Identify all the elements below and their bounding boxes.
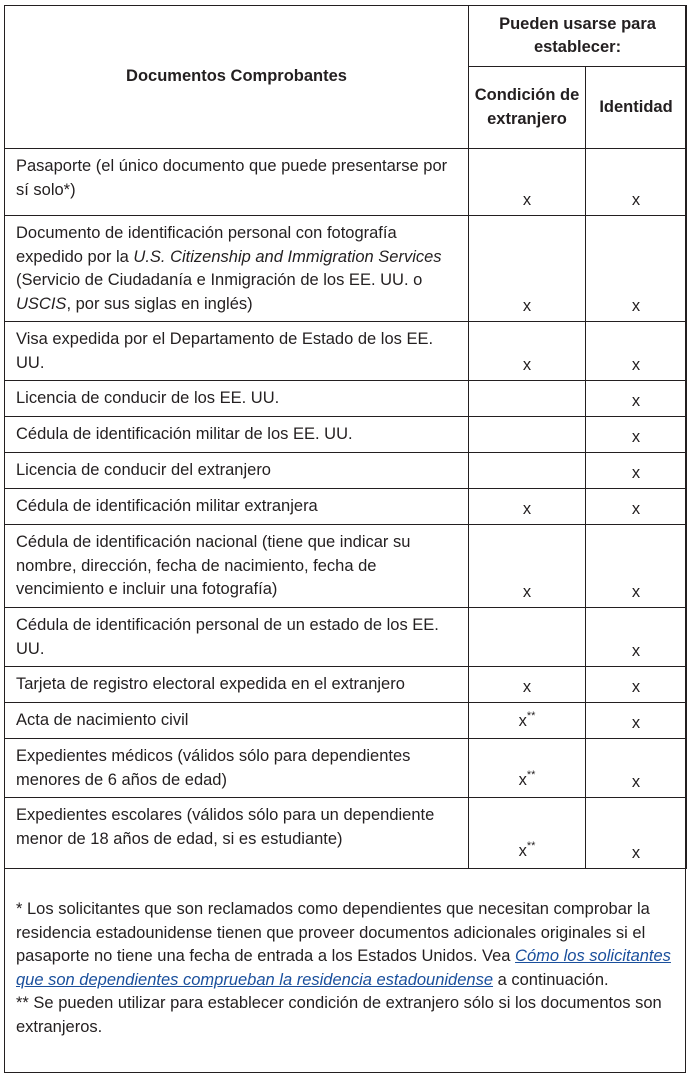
double-star-marker: **: [526, 709, 536, 722]
status-mark-cell: x: [469, 525, 586, 608]
status-mark-cell: [469, 381, 586, 417]
document-name-cell: Cédula de identificación personal de un estado de los EE. UU.: [5, 608, 469, 667]
table-row: [5, 381, 687, 417]
identity-mark-cell: x: [586, 149, 687, 216]
status-mark-cell: x: [469, 322, 586, 381]
table-row: [5, 453, 687, 489]
table-row: [5, 703, 687, 739]
footnote-double-star: ** Se pueden utilizar para establecer condición de extranjero sólo si los documentos son extranjeros.: [16, 994, 662, 1036]
table-row: [5, 489, 687, 525]
status-mark-cell: x: [469, 216, 586, 322]
document-name-cell: Expedientes escolares (válidos sólo para un dependiente menor de 18 años de edad, si es estudiante): [5, 798, 469, 869]
identity-mark-cell: x: [586, 667, 687, 703]
document-name-cell: Acta de nacimiento civil: [5, 703, 469, 739]
document-name-cell: Cédula de identificación militar de los EE. UU.: [5, 417, 469, 453]
identity-mark-cell: x: [586, 525, 687, 608]
status-mark-cell: [469, 417, 586, 453]
table-row: [5, 417, 687, 453]
usage-group-header: Pueden usarse para establecer:: [469, 6, 687, 67]
identity-mark-cell: x: [586, 798, 687, 869]
footnotes: [4, 885, 686, 1039]
identity-mark-cell: x: [586, 322, 687, 381]
status-mark-cell: x**: [469, 703, 586, 739]
status-mark-cell: x**: [469, 798, 586, 869]
table-row: [5, 525, 687, 608]
identity-mark-cell: x: [586, 703, 687, 739]
identity-mark-cell: x: [586, 381, 687, 417]
documents-column-header: Documentos Comprobantes: [5, 6, 469, 149]
table-row: [5, 322, 687, 381]
document-name-cell: Tarjeta de registro electoral expedida en el extranjero: [5, 667, 469, 703]
documents-table-body: [5, 149, 687, 869]
status-mark-cell: [469, 453, 586, 489]
document-name-cell: Visa expedida por el Departamento de Estado de los EE. UU.: [5, 322, 469, 381]
dependents-residency-link[interactable]: Cómo los solicitantes que son dependientes comprueban la residencia estadounidense: [16, 947, 671, 989]
status-mark-cell: [469, 608, 586, 667]
status-mark-cell: x: [469, 667, 586, 703]
table-row: [5, 739, 687, 798]
identity-mark-cell: x: [586, 608, 687, 667]
status-column-header: Condición de extranjero: [469, 67, 586, 149]
status-mark-cell: x: [469, 149, 586, 216]
identity-mark-cell: x: [586, 453, 687, 489]
table-row: [5, 798, 687, 869]
document-name-cell: Expedientes médicos (válidos sólo para dependientes menores de 6 años de edad): [5, 739, 469, 798]
identity-mark-cell: x: [586, 739, 687, 798]
footnote-single-star: * Los solicitantes que son reclamados como dependientes que necesitan comprobar la residencia estadounidense tienen que proveer documentos adicionales originales si el pasaporte no tiene una fecha de entrada a los Estados Unidos. Vea Cómo los solicitantes que son dependientes comprueban la residencia estadounidense a continuación.: [16, 900, 671, 989]
document-name-cell: Pasaporte (el único documento que puede presentarse por sí solo*): [5, 149, 469, 216]
table-row: [5, 608, 687, 667]
document-name-cell: Licencia de conducir del extranjero: [5, 453, 469, 489]
identity-column-header: Identidad: [586, 67, 687, 149]
identity-mark-cell: x: [586, 216, 687, 322]
document-name-cell: Cédula de identificación militar extranjera: [5, 489, 469, 525]
identity-mark-cell: x: [586, 489, 687, 525]
documents-table: [4, 5, 687, 869]
table-row: [5, 667, 687, 703]
document-name-cell: Licencia de conducir de los EE. UU.: [5, 381, 469, 417]
identity-mark-cell: x: [586, 417, 687, 453]
table-row: [5, 149, 687, 216]
document-name-cell: Cédula de identificación nacional (tiene que indicar su nombre, dirección, fecha de nacimiento, fecha de vencimiento e incluir una fotografía): [5, 525, 469, 608]
status-mark-cell: x**: [469, 739, 586, 798]
status-mark-cell: x: [469, 489, 586, 525]
double-star-marker: **: [526, 768, 536, 781]
double-star-marker: **: [526, 839, 536, 852]
document-name-cell: Documento de identificación personal con fotografía expedido por la U.S. Citizenship and Immigration Services (Servicio de Ciudadanía e Inmigración de los EE. UU. o USCIS, por sus siglas en inglés): [5, 216, 469, 322]
table-row: [5, 216, 687, 322]
